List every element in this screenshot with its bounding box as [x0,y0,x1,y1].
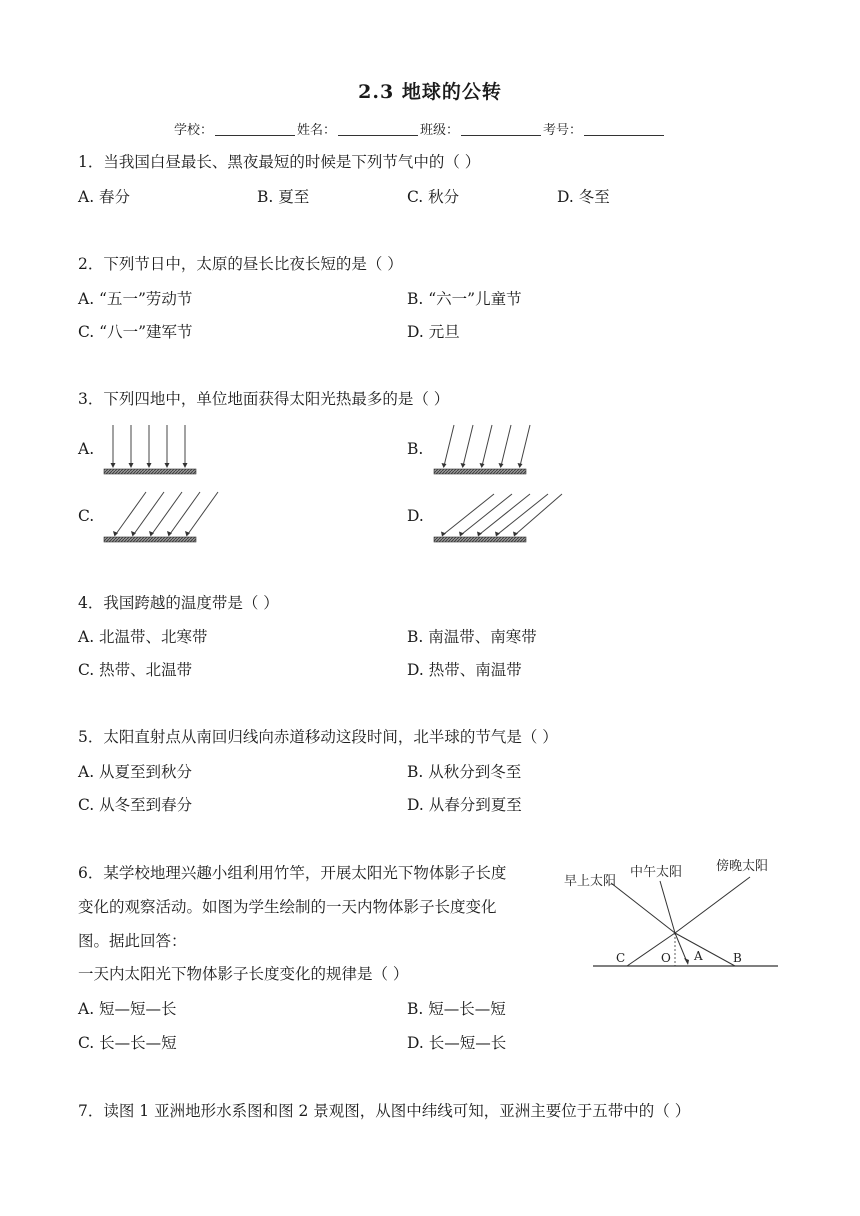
student-info-line [174,119,666,138]
question-4-option-b[interactable]: B. 南温带、南寒带 [407,628,537,646]
school-label: 学校： [174,123,214,138]
question-5-stem: 5．太阳直射点从南回归线向赤道移动这段时间，北半球的节气是（ ） [78,728,558,746]
point-a-label: A [694,949,703,963]
question-1-option-b[interactable]: B. 夏至 [257,188,310,206]
question-2-option-a[interactable]: A. “五一”劳动节 [78,290,193,308]
exam-number-label: 考号： [543,123,583,138]
question-4-option-c[interactable]: C. 热带、北温带 [78,661,193,679]
question-5-option-b[interactable]: B. 从秋分到冬至 [407,763,522,781]
sun-rays-medium-angle-figure [100,488,225,548]
question-1-option-a[interactable]: A. 春分 [78,188,131,206]
class-blank[interactable] [461,123,541,136]
question-5-option-a[interactable]: A. 从夏至到秋分 [78,763,193,781]
class-label: 班级： [420,123,460,138]
question-4-option-d[interactable]: D. 热带、南温带 [407,661,522,679]
sun-rays-slight-angle-figure [430,420,550,480]
question-6-option-d[interactable]: D. 长—短—长 [407,1034,507,1052]
sun-rays-vertical-figure [100,420,210,480]
question-6-option-b[interactable]: B. 短—长—短 [407,1000,506,1018]
question-7-stem: 7．读图 1 亚洲地形水系图和图 2 景观图，从图中纬线可知，亚洲主要位于五带中的（ ） [78,1102,691,1120]
name-label: 姓名： [297,123,337,138]
point-c-label: C [616,951,626,965]
morning-sun-label: 早上太阳 [564,874,617,889]
exam-number-blank[interactable] [584,123,664,136]
shadow-length-figure [560,848,785,973]
point-o-label: O [661,951,671,965]
evening-sun-label: 傍晚太阳 [716,859,769,874]
question-3-option-a[interactable]: A. [78,440,95,458]
question-6-option-c[interactable]: C. 长—长—短 [78,1034,177,1052]
question-4-stem: 4．我国跨越的温度带是（ ） [78,594,279,612]
question-1-stem: 1．当我国白昼最长、黑夜最短的时候是下列节气中的（ ） [78,153,481,171]
question-5-option-c[interactable]: C. 从冬至到春分 [78,796,193,814]
name-blank[interactable] [338,123,418,136]
question-1-option-d[interactable]: D. 冬至 [557,188,610,206]
point-b-label: B [733,951,742,965]
question-2-option-c[interactable]: C. “八一”建军节 [78,323,193,341]
question-2-stem: 2．下列节日中，太原的昼长比夜长短的是（ ） [78,255,403,273]
question-3-option-c[interactable]: C. [78,507,95,525]
question-6-stem-line-4: 一天内太阳光下物体影子长度变化的规律是（ ） [78,965,409,983]
question-1-option-c[interactable]: C. 秋分 [407,188,460,206]
sun-rays-low-angle-figure [430,488,565,548]
question-6-stem-line-3: 图。据此回答： [78,932,187,950]
question-6-stem-line-2: 变化的观察活动。如图为学生绘制的一天内物体影子长度变化 [78,898,497,916]
school-blank[interactable] [215,123,295,136]
question-3-stem: 3．下列四地中，单位地面获得太阳光热最多的是（ ） [78,390,450,408]
question-2-option-b[interactable]: B. “六一”儿童节 [407,290,522,308]
noon-sun-label: 中午太阳 [630,865,683,880]
question-6-option-a[interactable]: A. 短—短—长 [78,1000,177,1018]
question-6-stem-line-1: 6．某学校地理兴趣小组利用竹竿，开展太阳光下物体影子长度 [78,864,507,882]
question-3-option-b[interactable]: B. [407,440,424,458]
page-title: 2.3 地球的公转 [358,81,502,103]
question-3-option-d[interactable]: D. [407,507,424,525]
question-5-option-d[interactable]: D. 从春分到夏至 [407,796,522,814]
question-2-option-d[interactable]: D. 元旦 [407,323,460,341]
question-4-option-a[interactable]: A. 北温带、北寒带 [78,628,208,646]
